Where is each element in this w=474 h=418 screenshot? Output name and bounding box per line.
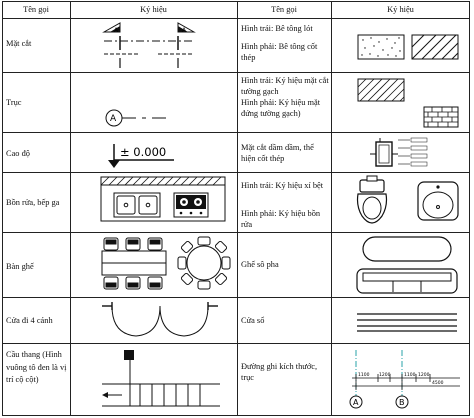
axis-letter: A — [110, 114, 117, 124]
name-cua-di: Cửa đi 4 cánh — [6, 316, 53, 325]
col-divider — [237, 1, 238, 416]
staircase-symbol — [100, 346, 228, 412]
elevation-mark — [104, 140, 184, 170]
name-truc: Trục — [6, 98, 22, 107]
toilet-washbasin-symbol — [352, 176, 462, 230]
desc-cao-do: Mặt cắt dầm dầm, thể hiện cốt thép — [241, 143, 314, 163]
axis-label: B — [399, 398, 405, 407]
row-divider — [2, 232, 470, 233]
row-divider — [2, 343, 470, 344]
desc-ghe-so-pha: Ghế sô pha — [241, 260, 279, 269]
window-symbol — [355, 312, 459, 332]
axis-label: A — [353, 398, 359, 407]
concrete-hatch-symbols — [357, 34, 459, 60]
desc-bon-rua-1: Hình trái: Ký hiệu xí bệt — [241, 181, 324, 190]
svg-text:A: A — [182, 27, 187, 34]
axis-symbol — [104, 106, 184, 130]
desc-mat-cat-1: Hình trái: Bê tông lót — [241, 24, 313, 33]
dimension-axis-symbol — [344, 350, 466, 412]
dimension-label: 1100 — [404, 373, 416, 378]
desc-duong-ghi: Đường ghi kích thước, trục — [241, 362, 318, 382]
col-divider — [331, 1, 332, 416]
row-divider — [2, 297, 470, 298]
svg-text:A: A — [114, 27, 119, 34]
beam-section-symbol — [368, 136, 438, 170]
name-cao-do: Cao độ — [6, 149, 30, 158]
elevation-value: ± 0.000 — [120, 145, 167, 159]
dimension-label: 1200 — [379, 373, 391, 378]
name-bon-rua: Bồn rửa, bếp ga — [6, 198, 60, 207]
desc-cua-so: Cửa sổ — [241, 316, 265, 325]
header-name-right: Tên gọi — [271, 5, 297, 14]
header-symbol-left: Ký hiệu — [140, 5, 167, 14]
header-name-left: Tên gọi — [23, 5, 49, 14]
table-chair-symbol — [100, 236, 228, 294]
desc-bon-rua-2: Hình phải: Ký hiệu bồn rửa — [241, 209, 321, 229]
row-divider — [2, 18, 470, 19]
name-cau-thang: Cầu thang (Hình vuông tô đen là vị trí cộ cột) — [6, 350, 67, 384]
dimension-label: 4500 — [432, 381, 444, 386]
name-mat-cat: Mặt cắt — [6, 39, 32, 48]
col-divider — [70, 1, 71, 416]
header-symbol-right: Ký hiệu — [387, 5, 414, 14]
desc-mat-cat-2: Hình phải: Bê tông cốt thép — [241, 42, 318, 62]
sink-stove-symbol — [100, 176, 226, 228]
row-divider — [2, 172, 470, 173]
desc-truc-1: Hình trái: Ký hiệu mặt cắt tường gạch — [241, 76, 329, 96]
row-divider — [2, 132, 470, 133]
desc-truc-2: Hình phải: Ký hiệu mặt đứng tường gạch) — [241, 98, 321, 118]
dimension-label: 1200 — [418, 373, 430, 378]
name-ban-ghe: Bàn ghế — [6, 262, 34, 271]
section-mark-symbol — [100, 22, 200, 68]
dimension-label: 1100 — [358, 373, 370, 378]
brick-wall-symbols — [357, 78, 459, 128]
row-divider — [2, 72, 470, 73]
sofa-symbol — [355, 236, 459, 294]
four-leaf-door-symbol — [100, 300, 220, 342]
